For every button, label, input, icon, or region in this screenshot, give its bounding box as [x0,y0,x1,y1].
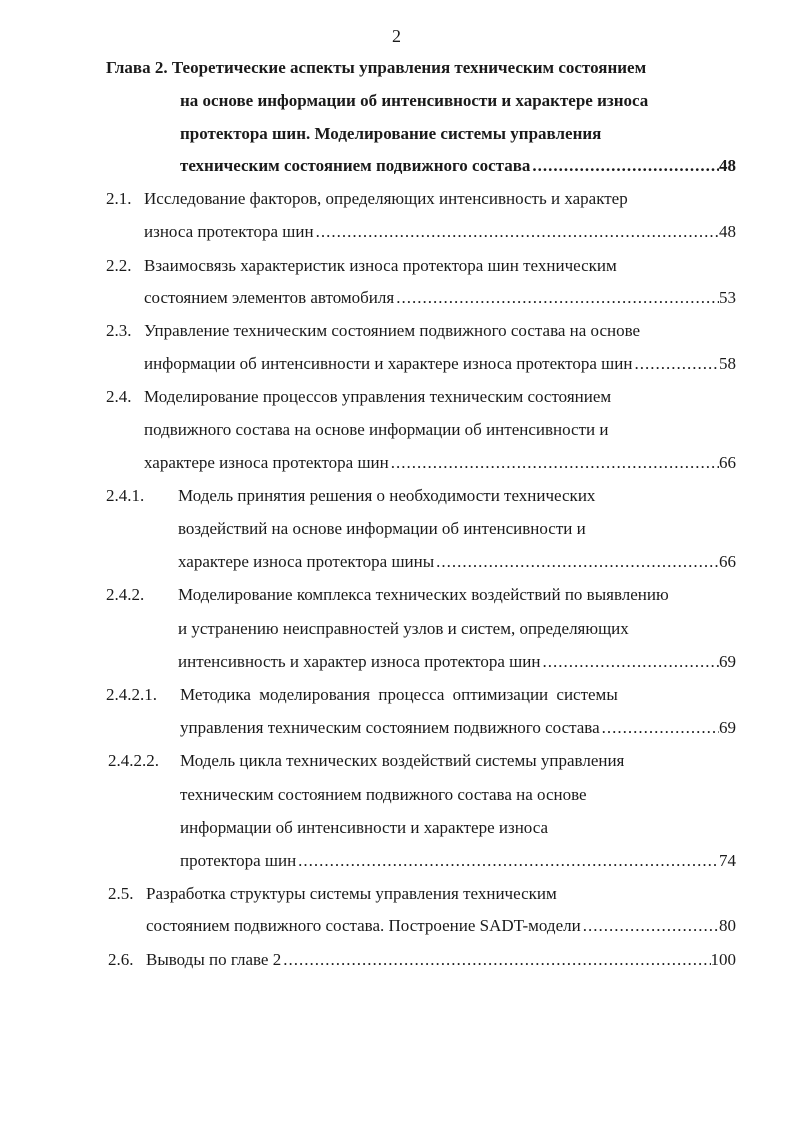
entry-line: информации об интенсивности и характере износа [180,818,549,837]
entry-page: 69 [719,718,736,737]
entry-page: 74 [719,851,736,870]
entry-number: 2.5. [108,884,134,903]
entry-page: 58 [719,354,736,373]
entry-line: Модель цикла технических воздействий системы управления [180,751,625,770]
leader-dots [540,652,719,672]
chapter-page: 48 [719,156,736,175]
entry-page: 80 [719,916,736,935]
leader-dots [314,222,719,242]
entry-text: информации об интенсивности и характере износа протектора шин [144,354,633,373]
leader-dots [434,552,719,572]
entry-line: Моделирование процессов управления техническим состоянием [144,387,612,406]
entry-text: интенсивность и характер износа протектора шин [178,652,541,671]
entry-last-line [146,916,736,936]
entry-last-line [180,851,736,871]
entry-last-line [144,288,736,308]
entry-last-line [178,552,736,572]
leader-dots [632,354,719,374]
entry-page: 53 [719,288,736,307]
entry-text: состоянием элементов автомобиля [144,288,395,307]
entry-line: Методика моделирования процесса оптимизации системы [180,685,618,704]
chapter-title-line-3: протектора шин. Моделирование системы управления [180,124,602,143]
leader-dots [296,851,719,871]
chapter-title-line-1: Глава 2. Теоретические аспекты управления техническим состоянием [106,58,647,77]
entry-text: управления техническим состоянием подвижного состава [180,718,600,737]
entry-line: техническим состоянием подвижного состава на основе [180,785,587,804]
entry-last-line [178,652,736,672]
entry-page: 66 [719,453,736,472]
entry-line: Разработка структуры системы управления техническим [146,884,557,903]
leader-dots [581,916,719,936]
entry-last-line [144,354,736,374]
entry-number: 2.4.2. [106,585,145,604]
entry-line: подвижного состава на основе информации об интенсивности и [144,420,609,439]
entry-line: Управление техническим состоянием подвижного состава на основе [144,321,641,340]
entry-text: состоянием подвижного состава. Построение SADT-модели [146,916,581,935]
entry-line: и устранению неисправностей узлов и систем, определяющих [178,619,629,638]
entry-number: 2.6. [108,950,134,969]
entry-page: 100 [710,950,736,969]
leader-dots [530,156,719,176]
entry-page: 69 [719,652,736,671]
entry-text: протектора шин [180,851,297,870]
entry-page: 48 [719,222,736,241]
entry-line: Взаимосвязь характеристик износа протектора шин техническим [144,256,617,275]
entry-line: Исследование факторов, определяющих интенсивность и характер [144,189,628,208]
entry-line: Моделирование комплекса технических воздействий по выявлению [178,585,669,604]
page-number: 2 [392,26,401,46]
entry-number: 2.4.2.2. [108,751,159,770]
entry-text: характере износа протектора шин [144,453,389,472]
entry-text: Выводы по главе 2 [146,950,282,969]
leader-dots [600,718,719,738]
entry-number: 2.4.2.1. [106,685,157,704]
entry-line: Модель принятия решения о необходимости технических [178,486,596,505]
entry-line: воздействий на основе информации об интенсивности и [178,519,586,538]
entry-number: 2.1. [106,189,132,208]
entry-number: 2.2. [106,256,132,275]
leader-dots [389,453,719,473]
chapter-title-text: техническим состоянием подвижного состава [180,156,531,175]
chapter-title-line-4 [180,156,736,176]
entry-number: 2.3. [106,321,132,340]
entry-last-line [146,950,736,970]
entry-page: 66 [719,552,736,571]
entry-text: характере износа протектора шины [178,552,435,571]
entry-number: 2.4.1. [106,486,145,505]
chapter-title-line-2: на основе информации об интенсивности и характере износа [180,91,649,110]
leader-dots [394,288,719,308]
entry-last-line [144,453,736,473]
entry-last-line [144,222,736,242]
entry-last-line [180,718,736,738]
entry-text: износа протектора шин [144,222,314,241]
leader-dots [281,950,710,970]
entry-number: 2.4. [106,387,132,406]
